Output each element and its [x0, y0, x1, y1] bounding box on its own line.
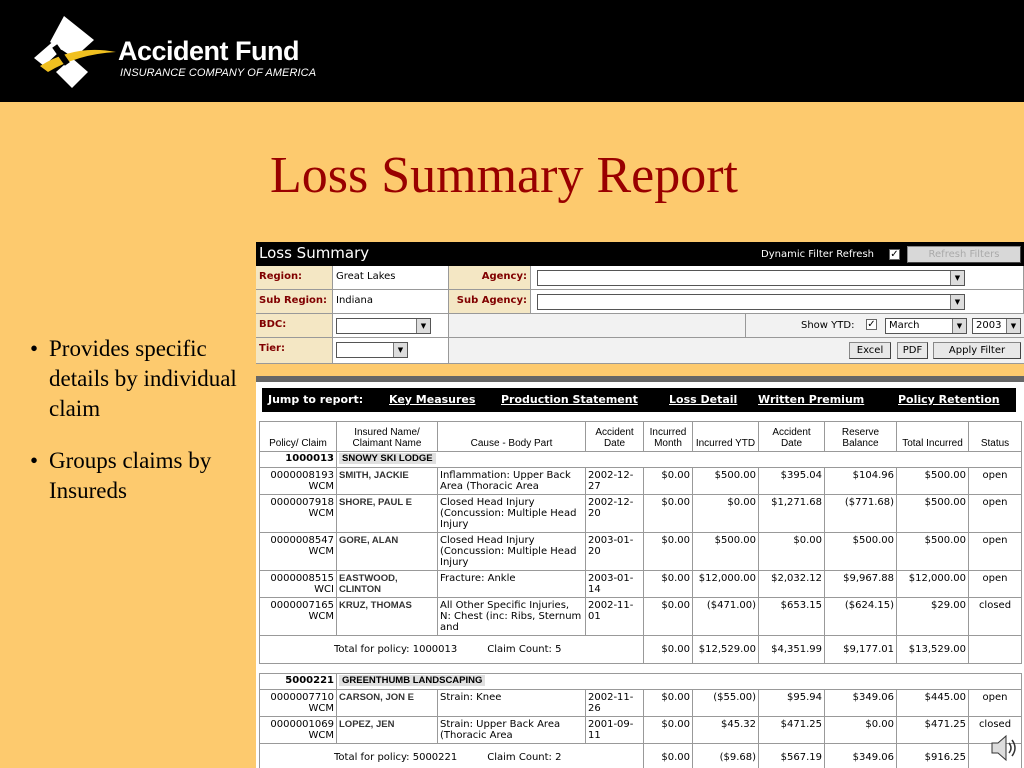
- total-incurred: $12,000.00: [897, 571, 969, 598]
- year-value: 2003: [976, 320, 1002, 331]
- claimant-name: GORE, ALAN: [337, 533, 438, 571]
- link-production-statement[interactable]: Production Statement: [501, 393, 638, 406]
- insured-cell: [337, 674, 1022, 690]
- total-incurred: $445.00: [897, 690, 969, 717]
- claim-status: open: [969, 468, 1022, 495]
- policy-total-row: [260, 744, 1022, 768]
- reserve-balance: ($771.68): [825, 495, 897, 533]
- insured-cell: [337, 452, 1022, 468]
- bullet-item: • Provides specific details by individual claim: [30, 334, 255, 424]
- column-header[interactable]: Cause - Body Part: [438, 422, 586, 452]
- total-accident-amount: $4,351.99: [759, 636, 825, 664]
- claim-number[interactable]: 0000007918 WCM: [260, 495, 337, 533]
- table-row[interactable]: [260, 495, 1022, 533]
- total-incurred-ytd: $12,529.00: [693, 636, 759, 664]
- claim-status: open: [969, 690, 1022, 717]
- total-status-cell: [969, 636, 1022, 664]
- dropdown-arrow-icon: ▼: [952, 319, 966, 333]
- panel-divider-bar: [256, 376, 1024, 382]
- incurred-ytd: ($471.00): [693, 598, 759, 636]
- column-header[interactable]: Accident Date: [586, 422, 644, 452]
- total-reserve-balance: $9,177.01: [825, 636, 897, 664]
- link-loss-detail[interactable]: Loss Detail: [669, 393, 738, 406]
- reserve-balance: ($624.15): [825, 598, 897, 636]
- filter-row-region: [256, 266, 1024, 290]
- panel-title: Loss Summary: [259, 244, 370, 262]
- accident-date-amount: $471.25: [759, 717, 825, 744]
- policy-number[interactable]: 1000013: [260, 452, 337, 468]
- bullet-item: • Groups claims by Insureds: [30, 446, 255, 506]
- table-header-row: [260, 422, 1022, 452]
- incurred-ytd: $12,000.00: [693, 571, 759, 598]
- total-incurred-month: $0.00: [644, 744, 693, 768]
- month-value: March: [889, 320, 920, 331]
- cause-body-part: Inflammation: Upper Back Area (Thoracic Area: [438, 468, 586, 495]
- dropdown-arrow-icon: ▼: [1006, 319, 1020, 333]
- sub-region-label: Sub Region:: [256, 290, 333, 313]
- pdf-button[interactable]: PDF: [897, 342, 928, 359]
- total-incurred: $500.00: [897, 495, 969, 533]
- column-header[interactable]: Incurred Month: [644, 422, 693, 452]
- sub-agency-label: Sub Agency:: [449, 290, 531, 313]
- group-spacer: [260, 664, 1022, 674]
- column-header[interactable]: Insured Name/ Claimant Name: [337, 422, 438, 452]
- sub-region-value[interactable]: Indiana: [333, 290, 449, 313]
- refresh-filters-button[interactable]: Refresh Filters: [907, 246, 1021, 263]
- bdc-select[interactable]: [336, 318, 431, 334]
- table-row[interactable]: [260, 598, 1022, 636]
- dynamic-filter-checkbox[interactable]: ✓: [890, 249, 899, 260]
- accident-date: 2002-12-20: [586, 495, 644, 533]
- total-accident-amount: $567.19: [759, 744, 825, 768]
- column-header[interactable]: Policy/ Claim: [260, 422, 337, 452]
- accident-fund-logo-icon: [30, 14, 118, 90]
- reserve-balance: $9,967.88: [825, 571, 897, 598]
- bdc-label: BDC:: [256, 314, 333, 337]
- claim-number[interactable]: 0000008515 WCI: [260, 571, 337, 598]
- table-row[interactable]: [260, 468, 1022, 495]
- month-select[interactable]: [885, 318, 967, 334]
- claim-status: open: [969, 571, 1022, 598]
- incurred-ytd: $0.00: [693, 495, 759, 533]
- reserve-balance: $104.96: [825, 468, 897, 495]
- claim-count: Claim Count: 2: [487, 752, 562, 763]
- accident-date-amount: $95.94: [759, 690, 825, 717]
- incurred-month: $0.00: [644, 717, 693, 744]
- accident-date: 2003-01-14: [586, 571, 644, 598]
- accident-date: 2003-01-20: [586, 533, 644, 571]
- dropdown-arrow-icon: ▼: [416, 319, 430, 333]
- region-value[interactable]: Great Lakes: [333, 266, 449, 289]
- claimant-name: SHORE, PAUL E: [337, 495, 438, 533]
- incurred-month: $0.00: [644, 690, 693, 717]
- total-incurred: $29.00: [897, 598, 969, 636]
- column-header[interactable]: Total Incurred: [897, 422, 969, 452]
- column-header[interactable]: Status: [969, 422, 1022, 452]
- claim-number[interactable]: 0000007710 WCM: [260, 690, 337, 717]
- column-header[interactable]: Incurred YTD: [693, 422, 759, 452]
- tier-select[interactable]: [336, 342, 408, 358]
- filter-row-subregion: [256, 290, 1024, 314]
- filter-row-tier: [256, 338, 1024, 364]
- year-select[interactable]: [972, 318, 1021, 334]
- link-policy-retention[interactable]: Policy Retention: [898, 393, 1000, 406]
- claimant-name: KRUZ, THOMAS: [337, 598, 438, 636]
- spacer-cell: [260, 664, 1022, 674]
- claim-number[interactable]: 0000008193 WCM: [260, 468, 337, 495]
- total-reserve-balance: $349.06: [825, 744, 897, 768]
- policy-total-row: [260, 636, 1022, 664]
- incurred-month: $0.00: [644, 598, 693, 636]
- speaker-icon[interactable]: [990, 733, 1018, 763]
- accident-date: 2001-09-11: [586, 717, 644, 744]
- accident-date-amount: $2,032.12: [759, 571, 825, 598]
- link-written-premium[interactable]: Written Premium: [758, 393, 865, 406]
- column-header[interactable]: Reserve Balance: [825, 422, 897, 452]
- filter-area: [256, 266, 1024, 364]
- jump-to-report-bar: [262, 388, 1016, 412]
- incurred-month: $0.00: [644, 468, 693, 495]
- panel-header: [256, 242, 1024, 266]
- policy-total-label: [260, 744, 644, 768]
- cause-body-part: Strain: Upper Back Area (Thoracic Area: [438, 717, 586, 744]
- claims-table-body: [260, 452, 1022, 768]
- brand-name: Accident Fund: [118, 36, 299, 66]
- policy-total-label: [260, 636, 644, 664]
- accident-date: 2002-12-27: [586, 468, 644, 495]
- claims-table: [259, 421, 1022, 768]
- policy-number[interactable]: 5000221: [260, 674, 337, 690]
- claimant-name: CARSON, JON E: [337, 690, 438, 717]
- brand-header: [0, 0, 1024, 102]
- column-header[interactable]: Accident Date: [759, 422, 825, 452]
- region-label: Region:: [256, 266, 333, 289]
- total-total-incurred: $13,529.00: [897, 636, 969, 664]
- tier-label: Tier:: [256, 338, 333, 363]
- brand-subtitle: INSURANCE COMPANY OF AMERICA: [120, 67, 317, 79]
- total-incurred: $471.25: [897, 717, 969, 744]
- total-total-incurred: $916.25: [897, 744, 969, 768]
- accident-date-amount: $653.15: [759, 598, 825, 636]
- excel-button[interactable]: Excel: [849, 342, 891, 359]
- link-key-measures[interactable]: Key Measures: [389, 393, 476, 406]
- tier-cell: [333, 338, 449, 363]
- total-incurred-ytd: ($9.68): [693, 744, 759, 768]
- filter-row-bdc: [256, 314, 1024, 338]
- show-ytd-checkbox[interactable]: ✓: [867, 319, 876, 330]
- incurred-month: $0.00: [644, 571, 693, 598]
- show-ytd-label: Show YTD:: [801, 320, 855, 331]
- reserve-balance: $349.06: [825, 690, 897, 717]
- policy-total-text: Total for policy: 1000013: [334, 644, 458, 655]
- accident-date: 2002-11-01: [586, 598, 644, 636]
- agency-cell: [531, 266, 1024, 289]
- claim-status: closed: [969, 598, 1022, 636]
- claim-count: Claim Count: 5: [487, 644, 562, 655]
- policy-total-text: Total for policy: 5000221: [334, 752, 458, 763]
- dropdown-arrow-icon: ▼: [950, 271, 964, 285]
- incurred-ytd: $45.32: [693, 717, 759, 744]
- claimant-name: EASTWOOD, CLINTON: [337, 571, 438, 598]
- incurred-month: $0.00: [644, 533, 693, 571]
- reserve-balance: $0.00: [825, 717, 897, 744]
- sub-agency-select[interactable]: [537, 294, 965, 310]
- jump-label: Jump to report:: [268, 393, 364, 406]
- accident-date-amount: $1,271.68: [759, 495, 825, 533]
- claim-status: open: [969, 495, 1022, 533]
- reserve-balance: $500.00: [825, 533, 897, 571]
- table-row[interactable]: [260, 690, 1022, 717]
- loss-summary-panel: [256, 242, 1024, 768]
- insured-name: GREENTHUMB LANDSCAPING: [339, 675, 485, 686]
- table-row[interactable]: [260, 533, 1022, 571]
- claim-status: closed: [969, 717, 1022, 744]
- apply-filter-button[interactable]: Apply Filter: [933, 342, 1021, 359]
- incurred-ytd: $500.00: [693, 533, 759, 571]
- table-row[interactable]: [260, 571, 1022, 598]
- claim-number[interactable]: 0000008547 WCM: [260, 533, 337, 571]
- cause-body-part: Closed Head Injury (Concussion: Multiple Head Injury: [438, 495, 586, 533]
- agency-label: Agency:: [449, 266, 531, 289]
- incurred-month: $0.00: [644, 495, 693, 533]
- incurred-ytd: ($55.00): [693, 690, 759, 717]
- total-incurred-month: $0.00: [644, 636, 693, 664]
- agency-select[interactable]: [537, 270, 965, 286]
- table-row[interactable]: [260, 717, 1022, 744]
- incurred-ytd: $500.00: [693, 468, 759, 495]
- claim-number[interactable]: 0000001069 WCM: [260, 717, 337, 744]
- total-incurred: $500.00: [897, 468, 969, 495]
- claim-number[interactable]: 0000007165 WCM: [260, 598, 337, 636]
- divider: [745, 314, 746, 337]
- accident-date: 2002-11-26: [586, 690, 644, 717]
- policy-group-row: [260, 674, 1022, 690]
- insured-name: SNOWY SKI LODGE: [339, 453, 436, 464]
- dropdown-arrow-icon: ▼: [393, 343, 407, 357]
- cause-body-part: Fracture: Ankle: [438, 571, 586, 598]
- cause-body-part: Closed Head Injury (Concussion: Multiple Head Injury: [438, 533, 586, 571]
- cause-body-part: Strain: Knee: [438, 690, 586, 717]
- bullet-list: [30, 334, 255, 528]
- bdc-cell: [333, 314, 449, 337]
- accident-date-amount: $395.04: [759, 468, 825, 495]
- cause-body-part: All Other Specific Injuries, N: Chest (inc: Ribs, Sternum and: [438, 598, 586, 636]
- sub-agency-cell: [531, 290, 1024, 313]
- claimant-name: SMITH, JACKIE: [337, 468, 438, 495]
- accident-date-amount: $0.00: [759, 533, 825, 571]
- dynamic-filter-label: Dynamic Filter Refresh: [761, 249, 874, 260]
- claim-status: open: [969, 533, 1022, 571]
- total-incurred: $500.00: [897, 533, 969, 571]
- slide-title: Loss Summary Report: [270, 147, 738, 204]
- policy-group-row: [260, 452, 1022, 468]
- dropdown-arrow-icon: ▼: [950, 295, 964, 309]
- claimant-name: LOPEZ, JEN: [337, 717, 438, 744]
